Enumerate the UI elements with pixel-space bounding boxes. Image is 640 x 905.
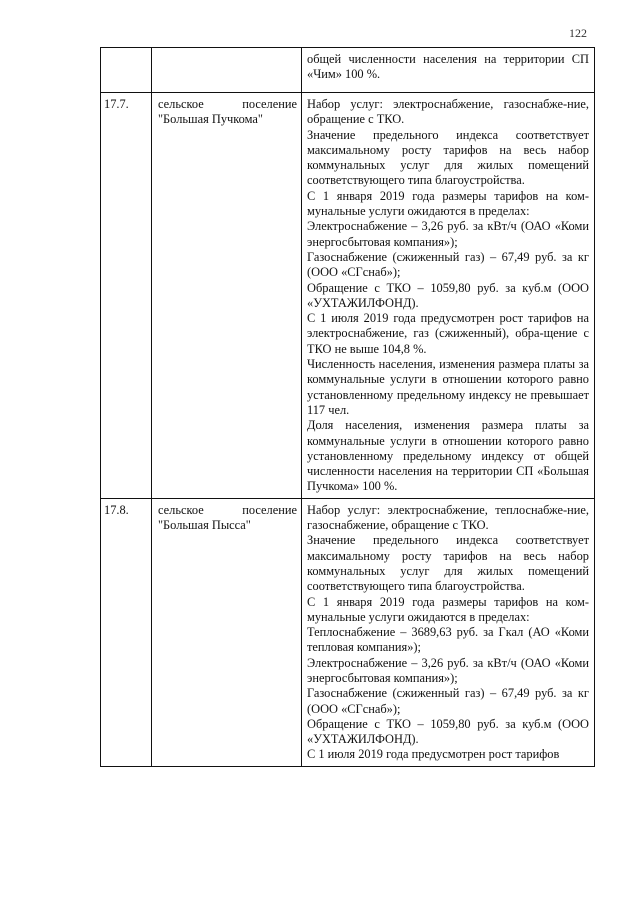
settlement-cell	[152, 48, 302, 93]
details-paragraph: Газоснабжение (сжиженный газ) – 67,49 руб. за кг (ООО «СГснаб»);	[307, 249, 589, 280]
settlement-type: сельское поселение	[158, 97, 297, 111]
settlement-cell	[152, 498, 302, 766]
details-cell	[302, 498, 595, 766]
page-number: 122	[569, 26, 587, 40]
details-paragraph: общей численности населения на территории СП «Чим» 100 %.	[307, 52, 589, 82]
table-row	[101, 48, 595, 93]
row-number: 17.7.	[101, 93, 152, 499]
details-paragraph: Теплоснабжение – 3689,63 руб. за Гкал (АО «Коми тепловая компания»);	[307, 625, 589, 655]
settlement-type: сельское поселение	[158, 502, 297, 517]
details-cell	[302, 48, 595, 93]
details-paragraph: Значение предельного индекса соответствует максимальному росту тарифов на весь набор коммунальных услуг для жилых помещений соответствующего типа благоустройства.	[307, 533, 589, 594]
details-paragraph: Газоснабжение (сжиженный газ) – 67,49 руб. за кг (ООО «СГснаб»);	[307, 686, 589, 716]
details-paragraph: Обращение с ТКО – 1059,80 руб. за куб.м (ООО «УХТАЖИЛФОНД).	[307, 716, 589, 747]
details-paragraph: Обращение с ТКО – 1059,80 руб. за куб.м (ООО «УХТАЖИЛФОНД).	[307, 280, 589, 310]
settlement-name: "Большая Пучкома"	[158, 112, 263, 127]
row-number: 17.8.	[101, 498, 152, 766]
details-paragraph: С 1 июля 2019 года предусмотрен рост тарифов	[307, 747, 560, 762]
settlement-cell	[152, 93, 302, 499]
details-paragraph: Электроснабжение – 3,26 руб. за кВт/ч (ОАО «Коми энергосбытовая компания»);	[307, 219, 589, 249]
details-paragraph: Доля населения, изменения размера платы за коммунальные услуги в отношении которого равно установленному предельному индексу от общей численности населения на территории СП «Большая Пучкома» 100 %.	[307, 418, 589, 494]
details-paragraph: Набор услуг: электроснабжение, теплоснабже-ние, газоснабжение, обращение с ТКО.	[307, 502, 589, 533]
details-paragraph: Электроснабжение – 3,26 руб. за кВт/ч (ОАО «Коми энергосбытовая компания»);	[307, 655, 589, 685]
settlement-name: "Большая Пысса"	[158, 518, 251, 533]
details-paragraph: Набор услуг: электроснабжение, газоснабже-ние, обращение с ТКО.	[307, 97, 589, 127]
details-paragraph: С 1 января 2019 года размеры тарифов на ком-мунальные услуги ожидаются в пределах:	[307, 594, 589, 624]
details-paragraph: С 1 июля 2019 года предусмотрен рост тарифов на электроснабжение, газ (сжиженный), обра-щение с ТКО не выше 104,8 %.	[307, 311, 589, 356]
tariff-table	[100, 47, 595, 767]
details-paragraph: Значение предельного индекса соответствует максимальному росту тарифов на весь набор коммунальных услуг для жилых помещений соответствующего типа благоустройства.	[307, 127, 589, 188]
row-number	[101, 48, 152, 93]
table-row	[101, 498, 595, 766]
details-paragraph: С 1 января 2019 года размеры тарифов на ком-мунальные услуги ожидаются в пределах:	[307, 188, 589, 219]
details-paragraph: Численность населения, изменения размера платы за коммунальные услуги в отношении которого равно установленному предельному индексу не превышает 117 чел.	[307, 357, 589, 417]
table-row	[101, 93, 595, 499]
details-cell	[302, 93, 595, 499]
